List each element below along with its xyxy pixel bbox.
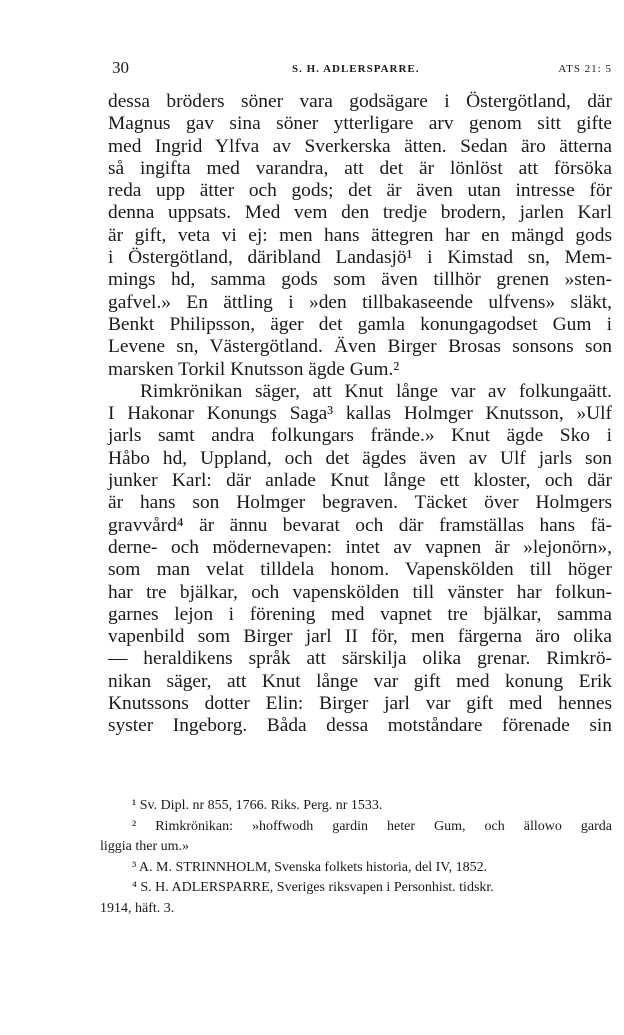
text-line: har tre bjälkar, och vapenskölden till vänster har folkun- xyxy=(108,581,612,603)
text-line: i Östergötland, däribland Landasjö¹ i Kimstad sn, Mem- xyxy=(108,247,612,269)
text-line: nikan säger, att Knut långe var gift med konung Erik xyxy=(108,670,612,692)
text-line: är gift, veta vi ej: men hans ättegren har en mängd gods xyxy=(108,224,612,246)
text-line: Håbo hd, Uppland, och det ägdes även av Ulf jarls son xyxy=(108,447,612,469)
text-line: Magnus gav sina söner ytterligare arv genom sitt gifte xyxy=(108,113,612,135)
footnote-1: ¹ Sv. Dipl. nr 855, 1766. Riks. Perg. nr 1533. xyxy=(132,798,383,813)
text-line: reda upp ätter och gods; det är även utan intresse för xyxy=(108,180,612,202)
text-line: Benkt Philipsson, äger det gamla konungagodset Gum i xyxy=(108,313,612,335)
footnote-2: ² Rimkrönikan: »hoffwodh gardin heter Gum, och ällowo garda xyxy=(132,818,612,834)
page-header xyxy=(112,58,612,80)
footnotes xyxy=(100,796,612,920)
text-line: I Hakonar Konungs Saga³ kallas Holmger Knutsson, »Ulf xyxy=(108,403,612,425)
text-line: garnes lejon i förening med vapnet tre bjälkar, samma xyxy=(108,603,612,625)
signature-mark: ATS 21: 5 xyxy=(558,63,612,75)
text-line: vapenbild som Birger jarl II för, men färgerna äro olika xyxy=(108,626,612,648)
text-line: är hans son Holmger begraven. Täcket över Holmgers xyxy=(108,492,612,514)
text-line: Levene sn, Västergötland. Även Birger Brosas sonsons son xyxy=(108,336,612,358)
text-line: Rimkrönikan säger, att Knut långe var av folkungaätt. xyxy=(140,380,612,402)
text-line: med Ingrid Ylfva av Sverkerska ätten. Sedan äro ätterna xyxy=(108,135,612,157)
text-line: junker Karl: där anlade Knut långe ett kloster, och där xyxy=(108,470,612,492)
text-line: dessa bröders söner vara godsägare i Östergötland, där xyxy=(108,91,612,112)
text-line: jarls samt andra folkungars frände.» Knut ägde Sko i xyxy=(108,425,612,447)
text-line: gafvel.» En ättling i »den tillbakaseende ulfvens» släkt, xyxy=(108,291,612,313)
page-number: 30 xyxy=(112,58,129,77)
text-line: denna uppsats. Med vem den tredje brodern, jarlen Karl xyxy=(108,202,612,224)
text-line: så ingifta med varandra, att det är lönlöst att försöka xyxy=(108,157,612,179)
text-line: derne- och mödernevapen: intet av vapnen är »lejonörn», xyxy=(108,536,612,558)
text-line: som man velat tilldela honom. Vapenskölden till höger xyxy=(108,559,612,581)
text-line: gravvård⁴ är ännu bevarat och där framställas hans fä- xyxy=(108,514,612,536)
body-text xyxy=(108,91,612,738)
text-line: Knutssons dotter Elin: Birger jarl var gift med hennes xyxy=(108,693,612,715)
text-line: mings hd, samma gods som även tillhör grenen »sten- xyxy=(108,269,612,291)
footnote-2-cont: liggia ther um.» xyxy=(100,839,190,855)
running-head: S. H. ADLERSPARRE. xyxy=(292,63,420,75)
text-line: marsken Torkil Knutsson ägde Gum.² xyxy=(108,358,400,380)
text-line: syster Ingeborg. Båda dessa motståndare förenade sin xyxy=(108,715,612,737)
footnote-3: ³ A. M. STRINNHOLM, Svenska folkets historia, del IV, 1852. xyxy=(132,859,488,875)
text-line: — heraldikens språk att särskilja olika grenar. Rimkrö- xyxy=(108,648,612,670)
footnote-4: ⁴ S. H. ADLERSPARRE, Sveriges riksvapen i Personhist. tidskr. xyxy=(132,880,494,896)
footnote-4-cont: 1914, häft. 3. xyxy=(100,900,175,916)
